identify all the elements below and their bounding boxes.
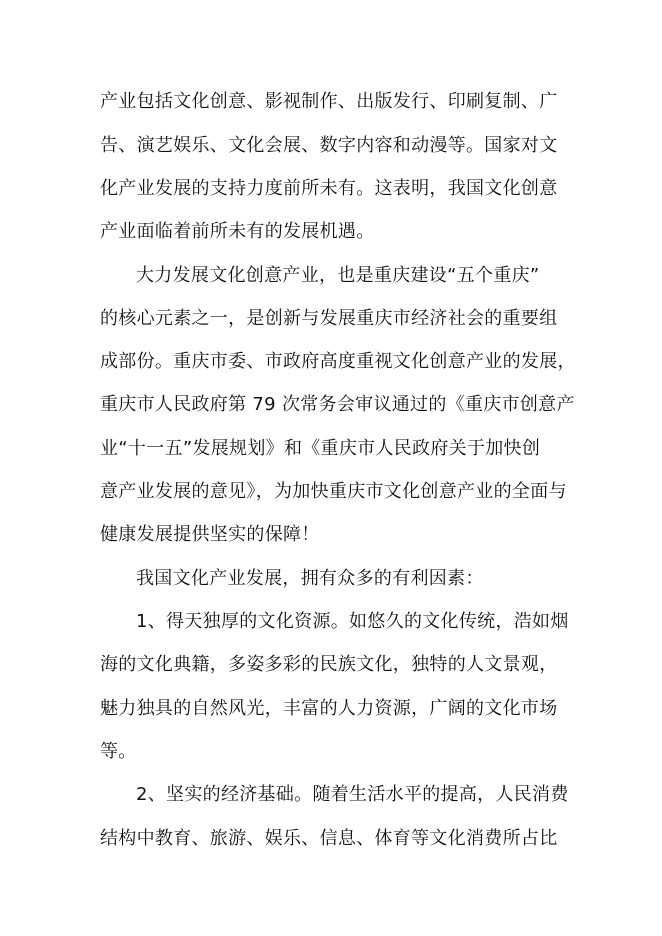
text-line-18: 结构中教育、旅游、娱乐、信息、体育等文化消费所占比 [100,828,558,849]
text-line-5: 大力发展文化创意产业，也是重庆建设“五个重庆” [136,265,540,286]
text-line-8: 重庆市人民政府第 79 次常务会审议通过的《重庆市创意产 [100,394,575,415]
text-line-4: 产业面临着前所未有的发展机遇。 [100,221,375,242]
text-line-14: 海的文化典籍，多姿多彩的民族文化，独特的人文景观， [100,654,558,675]
text-line-11: 健康发展提供坚实的保障！ [100,524,320,545]
text-line-2: 告、演艺娱乐、文化会展、数字内容和动漫等。国家对文 [100,135,558,156]
text-line-9: 业“十一五”发展规划》和《重庆市人民政府关于加快创 [100,438,541,459]
text-line-7: 成部份。重庆市委、市政府高度重视文化创意产业的发展， [100,351,576,372]
text-line-6: 的核心元素之一，是创新与发展重庆市经济社会的重要组 [100,308,558,329]
text-line-16: 等。 [100,741,137,762]
text-line-12: 我国文化产业发展，拥有众多的有利因素： [136,568,484,589]
text-line-1: 产业包括文化创意、影视制作、出版发行、印刷复制、广 [100,91,558,112]
text-line-3: 化产业发展的支持力度前所未有。这表明，我国文化创意 [100,178,558,199]
text-line-15: 魅力独具的自然风光，丰富的人力资源，广阔的文化市场 [100,698,558,719]
text-line-17: 2、坚实的经济基础。随着生活水平的提高，人民消费 [136,784,569,805]
text-line-13: 1、得天独厚的文化资源。如悠久的文化传统，浩如烟 [136,611,569,632]
text-line-10: 意产业发展的意见》，为加快重庆市文化创意产业的全面与 [100,481,567,502]
